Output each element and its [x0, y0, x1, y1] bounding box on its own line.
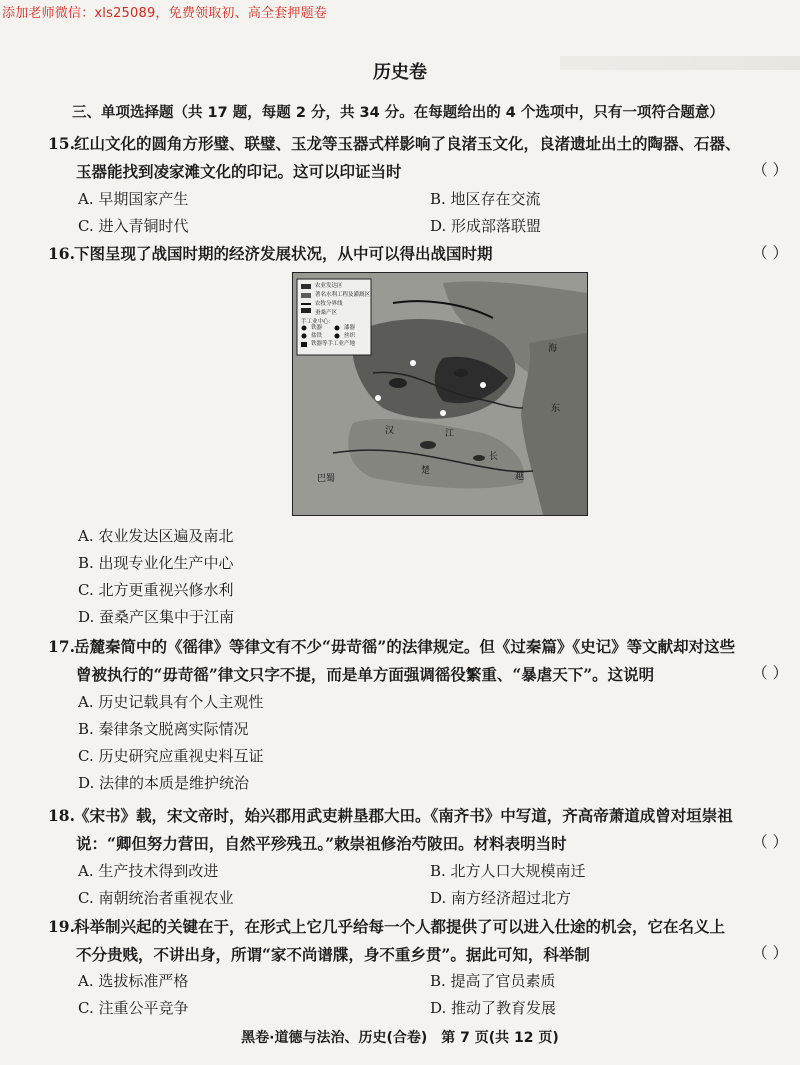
option-a[interactable]: A. 农业发达区遍及南北: [78, 527, 234, 545]
option-b[interactable]: B. 北方人口大规模南迁: [430, 862, 586, 880]
option-a[interactable]: A. 选拔标准严格: [78, 972, 189, 990]
map-label: 江: [445, 429, 455, 439]
option-a[interactable]: A. 生产技术得到改进: [78, 862, 219, 880]
legend-item: 手工业中心：: [301, 319, 335, 325]
answer-bracket[interactable]: （ ）: [752, 833, 788, 851]
question-stem-line: 不分贵贱，不讲出身，所谓“家不尚谱牒，身不重乡贯”。据此可知，科举制: [76, 945, 590, 964]
question-stem-line: 说：“卿但努力营田，自然平殄残丑。”敕崇祖修治芍陂田。材料表明当时: [76, 834, 567, 853]
option-d[interactable]: D. 推动了教育发展: [430, 999, 557, 1017]
map-label: 长: [489, 452, 499, 462]
header-watermark-note: 添加老师微信：xls25089，免费领取初、高全套押题卷: [2, 6, 328, 21]
question-16: [48, 240, 788, 268]
answer-bracket[interactable]: （ ）: [752, 664, 788, 682]
option-c[interactable]: C. 历史研究应重视史料互证: [78, 747, 264, 765]
answer-bracket[interactable]: （ ）: [752, 944, 788, 962]
option-c[interactable]: C. 北方更重视兴修水利: [78, 581, 234, 599]
question-number: 18.: [48, 806, 75, 825]
option-d[interactable]: D. 南方经济超过北方: [430, 889, 572, 907]
option-b[interactable]: B. 出现专业化生产中心: [78, 554, 234, 572]
question-15: [48, 130, 788, 185]
option-c[interactable]: C. 南朝统治者重视农业: [78, 889, 234, 907]
option-d[interactable]: D. 形成部落联盟: [430, 217, 542, 235]
map-label: 东: [551, 404, 561, 414]
question-stem-line: 玉器能找到凌家滩文化的印记。这可以印证当时: [76, 162, 402, 181]
question-number: 16.: [48, 244, 75, 263]
section-heading: 三、单项选择题（共 17 题，每题 2 分，共 34 分。在每题给出的 4 个选项中，只有一项符合题意）: [72, 105, 724, 121]
map-label: 巴蜀: [317, 474, 336, 484]
warring-states-economy-map: [292, 272, 588, 516]
map-legend-crafts: [311, 324, 371, 348]
option-b[interactable]: B. 提高了官员素质: [430, 972, 556, 990]
question-stem-line: 《宋书》载，宋文帝时，始兴郡用武吏耕垦郡大田。《南齐书》中写道，齐高帝萧道成曾对垣崇祖: [74, 806, 733, 825]
option-a[interactable]: A. 早期国家产生: [78, 190, 189, 208]
map-legend: [301, 282, 371, 327]
page-footer: 黑卷·道德与法治、历史(合卷) 第 7 页(共 12 页): [241, 1030, 559, 1046]
map-label: 楚: [421, 466, 431, 476]
answer-bracket[interactable]: （ ）: [752, 244, 788, 262]
legend-item: 铁器: [311, 325, 323, 331]
question-stem-line: 下图呈现了战国时期的经济发展状况，从中可以得出战国时期: [74, 244, 493, 263]
option-d[interactable]: D. 蚕桑产区集中于江南: [78, 608, 235, 626]
question-18: [48, 802, 788, 857]
option-c[interactable]: C. 进入青铜时代: [78, 217, 189, 235]
option-b[interactable]: B. 秦律条文脱离实际情况: [78, 720, 249, 738]
legend-item: 丝织: [344, 333, 356, 339]
question-19: [48, 913, 788, 968]
legend-item: 铁器等手工业产地: [311, 341, 356, 347]
legend-item: 漆器: [344, 325, 356, 331]
question-stem-line: 红山文化的圆角方形璧、联璧、玉龙等玉器式样影响了良渚玉文化，良渚遗址出土的陶器、石器、: [74, 134, 741, 153]
option-c[interactable]: C. 注重公平竞争: [78, 999, 189, 1017]
legend-item: 著名水利工程及灌溉区: [315, 292, 371, 298]
question-number: 15.: [48, 134, 75, 153]
legend-item: 盐铁: [311, 333, 323, 339]
question-stem-line: 岳麓秦简中的《徭律》等律文有不少“毋苛徭”的法律规定。但《过秦篇》《史记》等文献却对这些: [74, 637, 736, 656]
option-d[interactable]: D. 法律的本质是维护统治: [78, 774, 250, 792]
option-b[interactable]: B. 地区存在交流: [430, 190, 541, 208]
legend-item: 农牧分界线: [315, 301, 343, 307]
question-stem-line: 科举制兴起的关键在于，在形式上它几乎给每一个人都提供了可以进入仕途的机会，它在名义上: [74, 917, 726, 936]
exam-title: 历史卷: [373, 62, 427, 83]
map-label: 海: [548, 344, 558, 354]
question-number: 17.: [48, 637, 75, 656]
legend-item: 农业发达区: [315, 283, 343, 289]
map-label: 汉: [385, 426, 395, 436]
option-a[interactable]: A. 历史记载具有个人主观性: [78, 693, 264, 711]
question-stem-line: 曾被执行的“毋苛徭”律文只字不提，而是单方面强调徭役繁重、“暴虐天下”。这说明: [76, 665, 655, 684]
map-label: 越: [515, 472, 525, 482]
legend-item: 蚕桑产区: [315, 310, 338, 316]
answer-bracket[interactable]: （ ）: [752, 161, 788, 179]
question-number: 19.: [48, 917, 75, 936]
question-17: [48, 633, 788, 688]
